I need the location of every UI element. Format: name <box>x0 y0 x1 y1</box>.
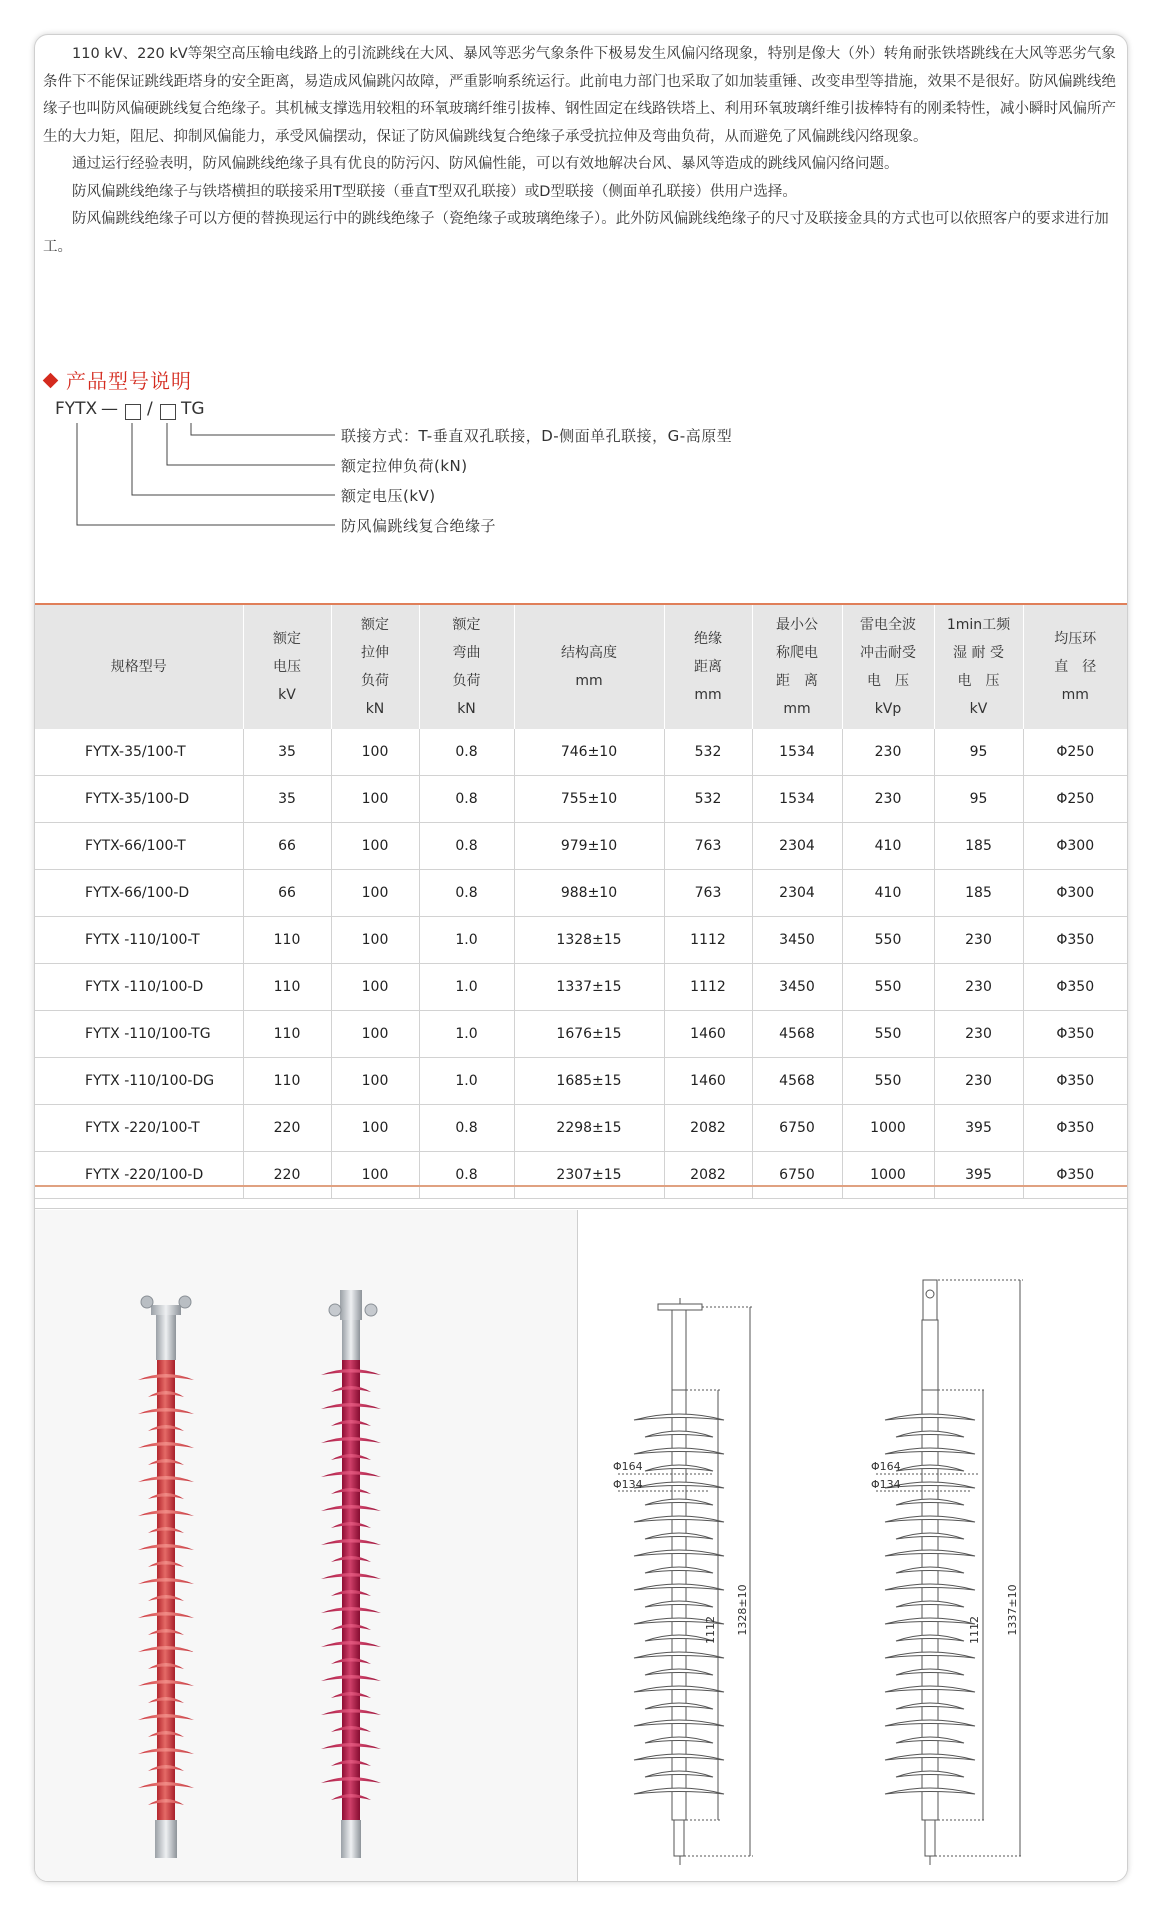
spec-cell: 532 <box>664 776 752 823</box>
model-cell: FYTX-66/100-T <box>35 823 243 870</box>
insulator-shed <box>896 1669 964 1675</box>
technical-drawing-panel <box>578 1210 1127 1881</box>
spec-cell: 2298±15 <box>514 1105 664 1152</box>
spec-cell: 66 <box>243 823 331 870</box>
spec-cell: 1112 <box>664 917 752 964</box>
spec-cell: 1534 <box>752 776 842 823</box>
table-header-row <box>35 604 1127 729</box>
header-line: kV <box>278 687 296 703</box>
spec-cell: 755±10 <box>514 776 664 823</box>
intro-paragraph: 防风偏跳线绝缘子可以方便的替换现运行中的跳线绝缘子（瓷绝缘子或玻璃绝缘子）。此外防风偏跳线绝缘子的尺寸及联接金具的方式也可以依照客户的要求进行加工。 <box>43 211 1109 255</box>
insulator-shed <box>645 1669 713 1675</box>
model-cell: FYTX -220/100-T <box>35 1105 243 1152</box>
spec-cell: Φ350 <box>1023 1058 1127 1105</box>
table-row <box>35 1011 1127 1058</box>
spec-cell: 1000 <box>842 1105 934 1152</box>
model-code-diagram <box>55 395 855 565</box>
legend-connection: 联接方式：T-垂直双孔联接，D-侧面单孔联接，G-高原型 <box>341 427 733 445</box>
insulator-shed <box>885 1652 975 1658</box>
spec-cell: 230 <box>934 1058 1023 1105</box>
insulator-shed <box>896 1771 964 1777</box>
spec-cell: 4568 <box>752 1011 842 1058</box>
header-line: 弯曲 <box>452 645 481 661</box>
insulator-shed <box>634 1584 724 1590</box>
spec-cell: 988±10 <box>514 870 664 917</box>
spec-cell: 0.8 <box>419 870 514 917</box>
spec-cell: 1460 <box>664 1058 752 1105</box>
table-header-cell <box>1023 604 1127 729</box>
header-line: 雷电全波 <box>860 617 916 633</box>
spec-cell: 6750 <box>752 1152 842 1199</box>
insulator-shed <box>645 1737 713 1743</box>
table-header-cell <box>243 604 331 729</box>
spec-cell: 95 <box>934 729 1023 776</box>
table-row <box>35 1105 1127 1152</box>
model-leader-lines <box>55 395 355 565</box>
spec-cell: 1112 <box>664 964 752 1011</box>
table-row <box>35 729 1127 776</box>
insulator-shed <box>885 1754 975 1760</box>
insulator-shed <box>896 1567 964 1573</box>
table-row <box>35 964 1127 1011</box>
spec-cell: 6750 <box>752 1105 842 1152</box>
drawing-left-insulation-distance: 1112 <box>704 1616 717 1644</box>
spec-cell: Φ300 <box>1023 870 1127 917</box>
header-line: 负荷 <box>452 673 481 689</box>
header-line: kN <box>457 701 476 717</box>
insulator-shed <box>885 1584 975 1590</box>
insulator-photo-crimson <box>321 1290 381 1858</box>
insulator-shed <box>896 1431 964 1437</box>
header-line: 电 压 <box>957 673 1000 689</box>
spec-cell: 1328±15 <box>514 917 664 964</box>
spec-cell: 1.0 <box>419 964 514 1011</box>
spec-cell: 185 <box>934 823 1023 870</box>
spec-cell: 979±10 <box>514 823 664 870</box>
insulator-shed <box>645 1533 713 1539</box>
header-line: mm <box>575 673 603 689</box>
table-header-cell <box>664 604 752 729</box>
drawing-type-t <box>618 1298 753 1865</box>
spec-cell: 100 <box>331 1152 419 1199</box>
model-cell: FYTX -110/100-TG <box>35 1011 243 1058</box>
insulator-shed <box>885 1550 975 1556</box>
insulator-shed <box>885 1686 975 1692</box>
header-line: 电 压 <box>867 673 909 689</box>
insulator-shed <box>634 1448 724 1454</box>
spec-cell: 0.8 <box>419 776 514 823</box>
table-row <box>35 823 1127 870</box>
spec-cell: 110 <box>243 964 331 1011</box>
spec-cell: 550 <box>842 964 934 1011</box>
insulator-shed <box>645 1431 713 1437</box>
spec-cell: 1337±15 <box>514 964 664 1011</box>
header-line: 绝缘 <box>694 631 722 647</box>
spec-cell: 100 <box>331 776 419 823</box>
spec-cell: 0.8 <box>419 823 514 870</box>
insulator-shed <box>634 1788 724 1794</box>
spec-cell: 1.0 <box>419 1058 514 1105</box>
header-line: 额定 <box>273 631 301 647</box>
insulator-shed <box>885 1788 975 1794</box>
table-row <box>35 776 1127 823</box>
spec-cell: 550 <box>842 1058 934 1105</box>
header-line: kV <box>969 701 988 717</box>
panel-divider <box>35 1208 1127 1209</box>
insulator-shed <box>645 1635 713 1641</box>
spec-cell: Φ250 <box>1023 729 1127 776</box>
drawing-right-structure-height: 1337±10 <box>1006 1584 1019 1636</box>
spec-cell: 4568 <box>752 1058 842 1105</box>
legend-tensile-load: 额定拉伸负荷(kN) <box>341 457 468 475</box>
spec-cell: 1676±15 <box>514 1011 664 1058</box>
insulator-shed <box>885 1516 975 1522</box>
header-line: 距离 <box>694 659 722 675</box>
spec-cell: 220 <box>243 1105 331 1152</box>
spec-cell: 1685±15 <box>514 1058 664 1105</box>
spec-cell: 2307±15 <box>514 1152 664 1199</box>
spec-cell: Φ250 <box>1023 776 1127 823</box>
insulator-shed <box>634 1686 724 1692</box>
insulator-shed <box>896 1601 964 1607</box>
insulator-shed <box>885 1448 975 1454</box>
insulator-shed <box>896 1499 964 1505</box>
spec-cell: 410 <box>842 870 934 917</box>
insulator-shed <box>896 1465 964 1471</box>
model-cell: FYTX -110/100-D <box>35 964 243 1011</box>
spec-cell: 0.8 <box>419 729 514 776</box>
spec-cell: 0.8 <box>419 1105 514 1152</box>
spec-cell: 220 <box>243 1152 331 1199</box>
spec-cell: 410 <box>842 823 934 870</box>
header-line: kN <box>365 701 385 717</box>
section-title-text: 产品型号说明 <box>66 369 192 393</box>
header-line: 1min工频 <box>946 617 1011 633</box>
spec-cell: Φ350 <box>1023 1105 1127 1152</box>
spec-cell: 95 <box>934 776 1023 823</box>
model-cell: FYTX-35/100-D <box>35 776 243 823</box>
table-header-cell <box>934 604 1023 729</box>
drawing-right-shed-dia-small: Φ134 <box>871 1478 901 1491</box>
table-body <box>35 729 1127 1199</box>
spec-cell: 2304 <box>752 870 842 917</box>
drawing-type-d <box>876 1280 1023 1865</box>
spec-cell: 100 <box>331 1011 419 1058</box>
table-header-cell <box>514 604 664 729</box>
spec-cell: 550 <box>842 917 934 964</box>
model-cell: FYTX -220/100-D <box>35 1152 243 1199</box>
diamond-bullet-icon <box>43 373 59 389</box>
spec-cell: 100 <box>331 964 419 1011</box>
spec-cell: 100 <box>331 917 419 964</box>
spec-cell: Φ350 <box>1023 964 1127 1011</box>
legend-rated-voltage: 额定电压(kV) <box>341 487 436 505</box>
insulator-shed <box>634 1482 724 1488</box>
drawing-right-shed-dia-large: Φ164 <box>871 1460 901 1473</box>
spec-cell: 185 <box>934 870 1023 917</box>
header-line: 规格型号 <box>110 659 167 675</box>
spec-cell: 230 <box>934 917 1023 964</box>
header-line: mm <box>1061 687 1089 703</box>
insulator-shed <box>645 1703 713 1709</box>
spec-cell: 35 <box>243 776 331 823</box>
header-line: 电压 <box>273 659 301 675</box>
model-code-dash: — <box>101 399 118 419</box>
spec-cell: 763 <box>664 823 752 870</box>
model-section-title <box>45 365 192 394</box>
intro-paragraph: 防风偏跳线绝缘子与铁塔横担的联接采用T型联接（垂直T型双孔联接）或D型联接（侧面单孔联接）供用户选择。 <box>72 183 797 200</box>
model-cell: FYTX-35/100-T <box>35 729 243 776</box>
table-header-cell <box>842 604 934 729</box>
table-header-cell <box>331 604 419 729</box>
spec-cell: 2082 <box>664 1105 752 1152</box>
spec-cell: 230 <box>842 729 934 776</box>
header-line: 负荷 <box>361 673 389 689</box>
insulator-shed <box>896 1635 964 1641</box>
insulator-shed <box>645 1499 713 1505</box>
spec-cell: 100 <box>331 729 419 776</box>
table-row <box>35 1152 1127 1199</box>
intro-text <box>43 41 1117 261</box>
drawing-left-structure-height: 1328±10 <box>736 1584 749 1636</box>
spec-cell: 395 <box>934 1152 1023 1199</box>
spec-cell: 1460 <box>664 1011 752 1058</box>
header-line: 直 径 <box>1054 659 1097 675</box>
table-header-cell <box>35 604 243 729</box>
spec-cell: 0.8 <box>419 1152 514 1199</box>
header-line: 湿 耐 受 <box>953 645 1004 661</box>
insulator-shed <box>634 1414 724 1420</box>
spec-cell: Φ350 <box>1023 1011 1127 1058</box>
table-row <box>35 1058 1127 1105</box>
table-row <box>35 917 1127 964</box>
spec-cell: 746±10 <box>514 729 664 776</box>
insulator-photos <box>35 1210 577 1881</box>
header-line: 冲击耐受 <box>860 645 916 661</box>
header-line: 称爬电 <box>776 645 818 661</box>
intro-paragraph: 110 kV、220 kV等架空高压输电线路上的引流跳线在大风、暴风等恶劣气象条件下极易发生风偏闪络现象，特别是像大（外）转角耐张铁塔跳线在大风等恶劣气象条件下不能保证跳线距塔身的安全距离，易造成风偏跳闪故障，严重影响系统运行。此前电力部门也采取了如加装重锤、改变串型等措施，效果不是很好。防风偏跳线绝缘子也叫防风偏硬跳线复合绝缘子。其机械支撑选用较粗的环氧玻璃纤维引拔棒、钢性固定在线路铁塔上、利用环氧玻璃纤维引拔棒特有的刚柔特性，减小瞬时风偏所产生的大力矩，阻尼、抑制风偏能力，承受风偏摆动，保证了防风偏跳线复合绝缘子承受抗拉伸及弯曲负荷，从而避免了风偏跳线闪络现象。 <box>43 46 1116 145</box>
model-cell: FYTX -110/100-T <box>35 917 243 964</box>
insulator-photo-red <box>138 1296 194 1858</box>
insulator-shed <box>896 1533 964 1539</box>
insulator-shed <box>885 1720 975 1726</box>
spec-cell: 395 <box>934 1105 1023 1152</box>
spec-cell: 2304 <box>752 823 842 870</box>
legend-product-name: 防风偏跳线复合绝缘子 <box>341 517 497 535</box>
header-line: 额定 <box>361 617 389 633</box>
insulator-shed <box>634 1516 724 1522</box>
insulator-drawings <box>578 1210 1127 1881</box>
spec-cell: 100 <box>331 823 419 870</box>
product-photo-panel <box>35 1210 578 1881</box>
table-bottom-rule <box>35 1185 1127 1187</box>
spec-cell: 100 <box>331 1105 419 1152</box>
model-code-slash: / <box>147 399 153 419</box>
model-cell: FYTX -110/100-DG <box>35 1058 243 1105</box>
header-line: mm <box>694 687 722 703</box>
spec-cell: 532 <box>664 729 752 776</box>
header-line: 均压环 <box>1054 631 1097 647</box>
spec-cell: Φ350 <box>1023 1152 1127 1199</box>
spec-cell: 230 <box>842 776 934 823</box>
spec-cell: 66 <box>243 870 331 917</box>
spec-cell: 3450 <box>752 964 842 1011</box>
drawing-right-insulation-distance: 1112 <box>968 1616 981 1644</box>
spec-cell: 2082 <box>664 1152 752 1199</box>
header-line: 结构高度 <box>561 645 617 661</box>
insulator-shed <box>645 1771 713 1777</box>
drawing-left-shed-dia-small: Φ134 <box>613 1478 643 1491</box>
header-line: 最小公 <box>776 617 818 633</box>
spec-cell: 110 <box>243 1011 331 1058</box>
insulator-shed <box>885 1618 975 1624</box>
insulator-shed <box>634 1720 724 1726</box>
spec-cell: 1000 <box>842 1152 934 1199</box>
insulator-shed <box>634 1550 724 1556</box>
header-line: 距 离 <box>776 673 818 689</box>
spec-cell: 1534 <box>752 729 842 776</box>
spec-cell: Φ300 <box>1023 823 1127 870</box>
table-header-cell <box>419 604 514 729</box>
spec-table <box>35 603 1127 1199</box>
header-line: 拉伸 <box>361 645 389 661</box>
insulator-shed <box>634 1754 724 1760</box>
insulator-shed <box>885 1414 975 1420</box>
spec-cell: 550 <box>842 1011 934 1058</box>
spec-cell: 100 <box>331 870 419 917</box>
insulator-shed <box>645 1567 713 1573</box>
spec-cell: 35 <box>243 729 331 776</box>
header-line: kVp <box>874 701 902 717</box>
insulator-shed <box>645 1601 713 1607</box>
spec-cell: 1.0 <box>419 1011 514 1058</box>
table-row <box>35 870 1127 917</box>
header-line: mm <box>783 701 811 717</box>
intro-paragraph: 通过运行经验表明，防风偏跳线绝缘子具有优良的防污闪、防风偏性能，可以有效地解决台风、暴风等造成的跳线风偏闪络问题。 <box>72 156 899 172</box>
insulator-shed <box>645 1465 713 1471</box>
table-header-cell <box>752 604 842 729</box>
model-code-prefix: FYTX <box>55 399 98 419</box>
spec-cell: 230 <box>934 1011 1023 1058</box>
spec-cell: 110 <box>243 917 331 964</box>
spec-cell: Φ350 <box>1023 917 1127 964</box>
spec-cell: 1.0 <box>419 917 514 964</box>
spec-cell: 3450 <box>752 917 842 964</box>
model-cell: FYTX-66/100-D <box>35 870 243 917</box>
spec-cell: 763 <box>664 870 752 917</box>
header-line: 额定 <box>452 617 481 633</box>
spec-cell: 110 <box>243 1058 331 1105</box>
model-code-suffix: TG <box>181 399 205 419</box>
insulator-shed <box>634 1652 724 1658</box>
insulator-shed <box>896 1703 964 1709</box>
spec-cell: 100 <box>331 1058 419 1105</box>
spec-cell: 230 <box>934 964 1023 1011</box>
drawing-left-shed-dia-large: Φ164 <box>613 1460 643 1473</box>
insulator-shed <box>896 1737 964 1743</box>
page-frame <box>34 34 1128 1882</box>
